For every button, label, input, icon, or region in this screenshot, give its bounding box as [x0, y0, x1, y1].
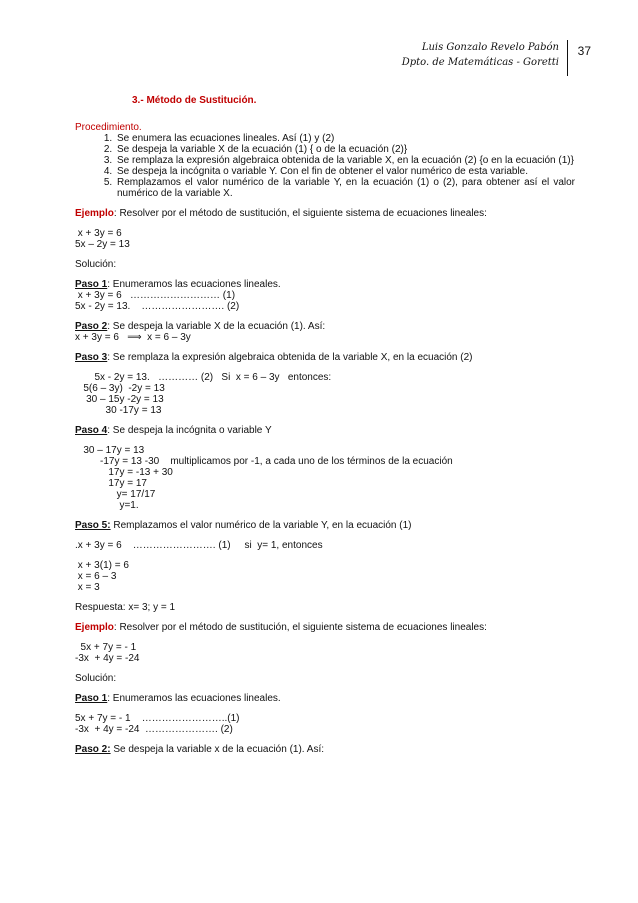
step-label: Paso 2	[75, 321, 108, 332]
department-name: Dpto. de Matemáticas - Goretti	[401, 57, 559, 68]
procedure-step: 5. Remplazamos el valor numérico de la variable Y, en la ecuación (1) o (2), para obtener así el valor numérico de la variable X.	[115, 177, 575, 199]
step-label: Paso 4	[75, 425, 108, 436]
work-line: 5x - 2y = 13. ……………………. (2)	[75, 301, 240, 312]
work-line: -3x + 4y = -24 …………………. (2)	[75, 724, 233, 735]
example2-header	[75, 622, 575, 633]
step-label: Paso 1	[75, 693, 108, 704]
example-text: : Resolver por el método de sustitución, el siguiente sistema de ecuaciones lineales:	[113, 208, 487, 219]
work-line: 5x + 7y = - 1 ……………………..(1)	[75, 713, 240, 724]
step-label: Paso 2:	[75, 744, 111, 755]
solution-label: Solución:	[75, 259, 117, 270]
answer-line: Respuesta: x= 3; y = 1	[75, 602, 176, 613]
work-line: y=1.	[75, 500, 139, 511]
procedure-step: 4. Se despeja la incógnita o variable Y. Con el fin de obtener el valor numérico de esta variable.	[115, 166, 575, 177]
header-divider	[567, 40, 568, 76]
work-line: 17y = 17	[75, 478, 147, 489]
equation-line: -3x + 4y = -24	[75, 653, 140, 664]
page-number: 37	[577, 44, 591, 58]
step-label: Paso 5:	[75, 520, 111, 531]
work-line: x + 3(1) = 6	[75, 560, 129, 571]
page-header	[354, 42, 594, 76]
work-line: x + 3y = 6 ……………………… (1)	[75, 290, 236, 301]
example-text: : Resolver por el método de sustitución, el siguiente sistema de ecuaciones lineales:	[113, 622, 487, 633]
work-line: 17y = -13 + 30	[75, 467, 173, 478]
procedure-label: Procedimiento.	[75, 122, 142, 133]
work-line: y= 17/17	[75, 489, 156, 500]
equation-line: 5x + 7y = - 1	[75, 642, 137, 653]
work-line: x + 3y = 6 ⟹ x = 6 – 3y	[75, 332, 191, 343]
step-header	[75, 744, 575, 755]
equation-line: 5x – 2y = 13	[75, 239, 130, 250]
example-label: Ejemplo	[75, 208, 114, 219]
procedure-step: 3. Se remplaza la expresión algebraica obtenida de la variable X, en la ecuación (2) {o en la ecuación (1)}	[115, 155, 575, 166]
procedure-steps	[75, 133, 575, 199]
step-text: Remplazamos el valor numérico de la variable Y, en la ecuación (1)	[110, 520, 412, 531]
work-line: 30 – 17y = 13	[75, 445, 145, 456]
work-line: 5(6 – 3y) -2y = 13	[75, 383, 165, 394]
step-text: Se despeja la variable x de la ecuación (1). Así:	[110, 744, 325, 755]
section-title: 3.- Método de Sustitución.	[132, 95, 257, 106]
step-text: : Enumeramos las ecuaciones lineales.	[107, 279, 281, 290]
solution-label: Solución:	[75, 673, 117, 684]
procedure-step: 1. Se enumera las ecuaciones lineales. Así (1) y (2)	[115, 133, 575, 144]
work-line: x = 3	[75, 582, 100, 593]
step-text: : Se remplaza la expresión algebraica obtenida de la variable X, en la ecuación (2)	[107, 352, 473, 363]
work-line: -17y = 13 -30 multiplicamos por -1, a cada uno de los términos de la ecuación	[75, 456, 453, 467]
step-label: Paso 3	[75, 352, 108, 363]
example1-header	[75, 208, 575, 219]
example-label: Ejemplo	[75, 622, 114, 633]
work-line: 5x - 2y = 13. ………… (2) Si x = 6 – 3y entonces:	[75, 372, 332, 383]
author-name: Luis Gonzalo Revelo Pabón	[421, 42, 559, 53]
step-header	[75, 425, 575, 436]
step-header	[75, 352, 575, 363]
step-header	[75, 279, 575, 290]
step-text: : Enumeramos las ecuaciones lineales.	[107, 693, 281, 704]
step-header	[75, 321, 575, 332]
step-text: : Se despeja la incógnita o variable Y	[107, 425, 272, 436]
step-text: : Se despeja la variable X de la ecuación (1). Así:	[107, 321, 326, 332]
step-label: Paso 1	[75, 279, 108, 290]
equation-line: x + 3y = 6	[75, 228, 122, 239]
procedure-step: 2. Se despeja la variable X de la ecuación (1) { o de la ecuación (2)}	[115, 144, 575, 155]
step-header	[75, 520, 575, 531]
step-header	[75, 693, 575, 704]
work-line: x = 6 – 3	[75, 571, 117, 582]
work-line: .x + 3y = 6 ……………………. (1) si y= 1, entonces	[75, 540, 323, 551]
page-content	[75, 95, 575, 755]
work-line: 30 – 15y -2y = 13	[75, 394, 164, 405]
work-line: 30 -17y = 13	[75, 405, 162, 416]
